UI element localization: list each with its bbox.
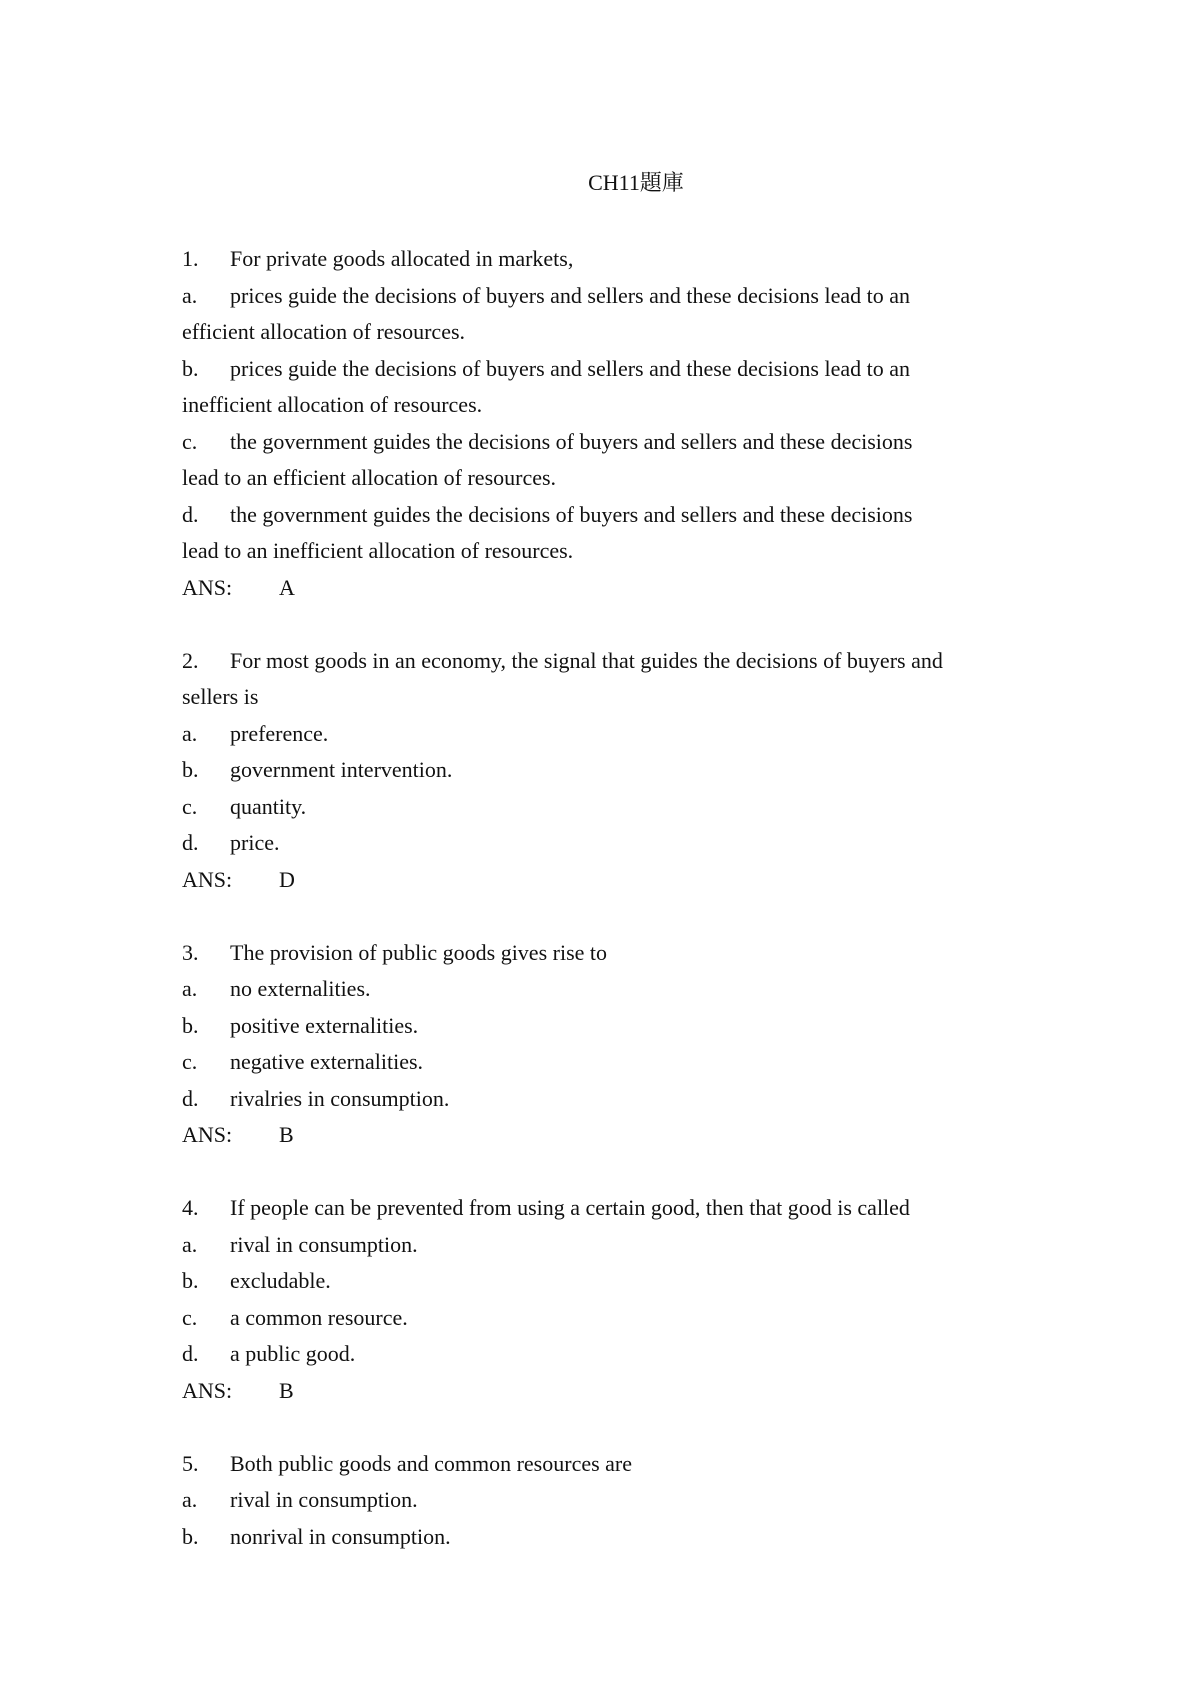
option-a xyxy=(182,716,1022,753)
option-b xyxy=(182,351,1022,388)
question-text: The provision of public goods gives rise to xyxy=(230,939,608,965)
option-text: rival in consumption. xyxy=(230,1487,418,1512)
option-letter: c. xyxy=(182,1304,198,1330)
option-b xyxy=(182,1008,1022,1045)
spacer xyxy=(182,1154,1022,1191)
option-c-continued: lead to an efficient allocation of resources. xyxy=(182,465,557,490)
option-a xyxy=(182,1227,1022,1264)
answer-value: B xyxy=(279,1122,294,1147)
option-text: price. xyxy=(230,830,280,855)
question-number: 3. xyxy=(182,939,199,965)
answer-label: ANS: xyxy=(182,574,233,600)
question-number: 1. xyxy=(182,246,199,271)
option-text: prices guide the decisions of buyers and sellers and these decisions lead to an xyxy=(230,355,910,381)
option-text: a public good. xyxy=(230,1341,356,1366)
option-letter: d. xyxy=(182,501,199,527)
option-a xyxy=(182,278,1022,315)
option-c xyxy=(182,1044,1022,1081)
option-letter: b. xyxy=(182,1012,199,1038)
option-text: preference. xyxy=(230,720,329,746)
option-text: prices guide the decisions of buyers and sellers and these decisions lead to an xyxy=(230,282,910,308)
question-number: 4. xyxy=(182,1195,199,1220)
question-1 xyxy=(182,241,1022,606)
option-text: excludable. xyxy=(230,1268,331,1293)
option-letter: b. xyxy=(182,1268,199,1293)
question-text: Both public goods and common resources are xyxy=(230,1450,633,1476)
question-stem xyxy=(182,643,1022,680)
question-number: 5. xyxy=(182,1450,199,1476)
answer-line xyxy=(182,1373,1022,1410)
question-text: For private goods allocated in markets, xyxy=(230,246,574,271)
option-d xyxy=(182,1081,1022,1118)
option-letter: c. xyxy=(182,793,198,819)
question-stem xyxy=(182,935,1022,972)
answer-label: ANS: xyxy=(182,1377,233,1403)
question-stem xyxy=(182,1190,1022,1227)
option-text: a common resource. xyxy=(230,1304,408,1330)
answer-value: B xyxy=(279,1377,294,1403)
option-letter: d. xyxy=(182,1085,199,1111)
option-letter: a. xyxy=(182,976,198,1001)
option-letter: b. xyxy=(182,757,199,782)
question-stem xyxy=(182,1446,1022,1483)
spacer xyxy=(182,606,1022,643)
option-b xyxy=(182,1263,1022,1300)
question-number: 2. xyxy=(182,647,199,673)
option-d xyxy=(182,497,1022,534)
option-a xyxy=(182,971,1022,1008)
question-2 xyxy=(182,643,1022,899)
option-letter: a. xyxy=(182,720,198,746)
spacer xyxy=(182,1409,1022,1446)
option-c xyxy=(182,1300,1022,1337)
option-b xyxy=(182,1519,1022,1556)
option-letter: b. xyxy=(182,355,199,381)
option-letter: d. xyxy=(182,830,199,855)
option-text: positive externalities. xyxy=(230,1012,419,1038)
option-c xyxy=(182,424,1022,461)
option-text: nonrival in consumption. xyxy=(230,1523,451,1549)
option-text: the government guides the decisions of buyers and sellers and these decisions xyxy=(230,501,913,527)
option-letter: c. xyxy=(182,1049,198,1074)
question-3 xyxy=(182,935,1022,1154)
option-text: the government guides the decisions of buyers and sellers and these decisions xyxy=(230,428,913,454)
answer-value: D xyxy=(279,866,295,892)
question-list xyxy=(182,241,1022,1555)
option-c xyxy=(182,789,1022,826)
option-text: no externalities. xyxy=(230,976,371,1001)
option-text: quantity. xyxy=(230,793,307,819)
answer-label: ANS: xyxy=(182,866,233,892)
question-text: If people can be prevented from using a certain good, then that good is called xyxy=(230,1195,910,1220)
option-d xyxy=(182,825,1022,862)
option-letter: c. xyxy=(182,428,198,454)
question-4 xyxy=(182,1190,1022,1409)
option-a xyxy=(182,1482,1022,1519)
option-text: negative externalities. xyxy=(230,1049,424,1074)
option-d-continued: lead to an inefficient allocation of resources. xyxy=(182,538,574,563)
answer-line xyxy=(182,1117,1022,1154)
option-letter: a. xyxy=(182,282,198,308)
answer-value: A xyxy=(279,574,295,600)
option-letter: a. xyxy=(182,1487,198,1512)
question-text: For most goods in an economy, the signal that guides the decisions of buyers and xyxy=(230,647,943,673)
option-text: rival in consumption. xyxy=(230,1231,418,1257)
answer-line xyxy=(182,862,1022,899)
question-5 xyxy=(182,1446,1022,1556)
option-b-continued: inefficient allocation of resources. xyxy=(182,392,483,417)
option-letter: a. xyxy=(182,1231,198,1257)
page-title: CH11題庫 xyxy=(588,170,684,195)
spacer xyxy=(182,898,1022,935)
question-stem xyxy=(182,241,1022,278)
option-d xyxy=(182,1336,1022,1373)
answer-line xyxy=(182,570,1022,607)
option-text: rivalries in consumption. xyxy=(230,1085,450,1111)
option-letter: b. xyxy=(182,1523,199,1549)
option-letter: d. xyxy=(182,1341,199,1366)
answer-label: ANS: xyxy=(182,1122,233,1147)
option-text: government intervention. xyxy=(230,757,453,782)
option-a-continued: efficient allocation of resources. xyxy=(182,319,466,344)
option-b xyxy=(182,752,1022,789)
question-stem-continued: sellers is xyxy=(182,684,259,709)
